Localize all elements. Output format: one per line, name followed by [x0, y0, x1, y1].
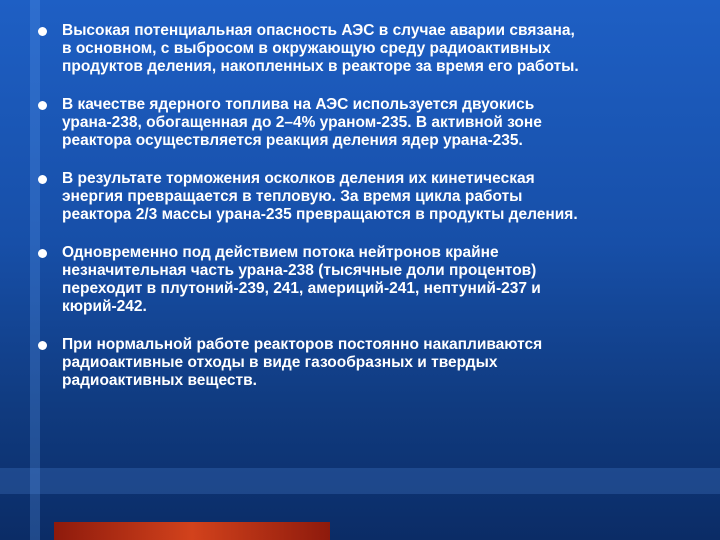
decorative-red-bar	[54, 522, 330, 540]
bullet-dot-icon	[38, 341, 47, 350]
slide-content	[38, 22, 710, 410]
bullet-text: Одновременно под действием потока нейтронов крайне незначительная часть урана-238 (тысячные доли процентов) переходит в плутоний-239, 241, америций-241, нептуний-237 и кюрий-242.	[62, 244, 541, 315]
bullet-item	[38, 96, 710, 150]
bullet-dot-icon	[38, 101, 47, 110]
bullet-dot-icon	[38, 175, 47, 184]
bullet-text: В результате торможения осколков деления их кинетическая энергия превращается в тепловую. За время цикла работы реактора 2/3 массы урана-235 превращаются в продукты деления.	[62, 170, 578, 223]
bullet-item	[38, 22, 710, 76]
bullet-dot-icon	[38, 249, 47, 258]
bullet-text: В качестве ядерного топлива на АЭС используется двуокись урана-238, обогащенная до 2–4% ураном-235. В активной зоне реактора осуществляется реакция деления ядер урана-235.	[62, 96, 542, 149]
bullet-text: Высокая потенциальная опасность АЭС в случае аварии связана, в основном, с выбросом в окружающую среду радиоактивных продуктов деления, накопленных в реакторе за время его работы.	[62, 22, 579, 75]
bullet-item	[38, 336, 710, 390]
bullet-item	[38, 244, 710, 316]
bullet-dot-icon	[38, 27, 47, 36]
decorative-horizontal-stripe	[0, 468, 720, 494]
bullet-text: При нормальной работе реакторов постоянно накапливаются радиоактивные отходы в виде газообразных и твердых радиоактивных веществ.	[62, 336, 543, 389]
bullet-item	[38, 170, 710, 224]
